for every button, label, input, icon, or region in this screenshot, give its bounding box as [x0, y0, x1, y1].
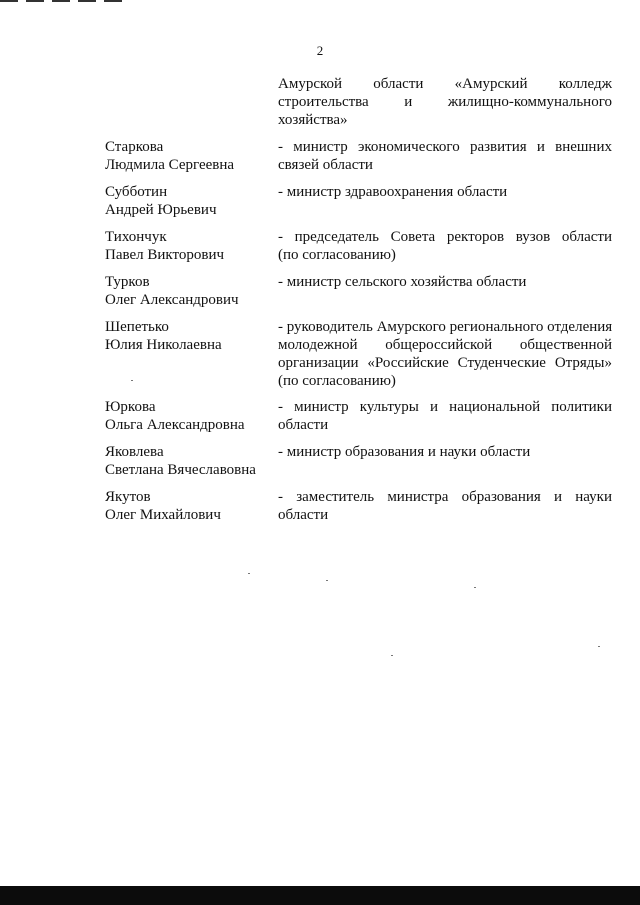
- role-line: Амурской области «Амурский колледж: [278, 76, 612, 92]
- scan-edge-bottom: [0, 886, 640, 905]
- member-role: [278, 318, 612, 390]
- member-role: [278, 488, 612, 524]
- member-surname: Старкова: [105, 139, 164, 155]
- member-role: [278, 228, 612, 264]
- scan-speck: [474, 587, 476, 588]
- page-number: 2: [316, 43, 324, 58]
- role-line: - министр образования и науки области: [278, 444, 531, 460]
- member-surname: Якутов: [105, 489, 151, 505]
- role-line: организации «Российские Студенческие Отряды»: [278, 355, 612, 371]
- member-name: [105, 318, 275, 354]
- role-line: области: [278, 417, 329, 433]
- role-line: - заместитель министра образования и науки: [278, 489, 612, 505]
- member-given-name: Олег Михайлович: [105, 507, 221, 523]
- member-surname: Шепетько: [105, 319, 169, 335]
- scan-speck: [326, 580, 328, 581]
- member-name: [105, 228, 275, 264]
- member-role: [278, 273, 612, 291]
- role-line: - руководитель Амурского регионального отделения: [278, 319, 613, 335]
- member-given-name: Олег Александрович: [105, 292, 239, 308]
- role-line: - министр здравоохранения области: [278, 184, 508, 200]
- member-given-name: Юлия Николаевна: [105, 337, 222, 353]
- continuation-text: [278, 75, 612, 129]
- role-line: хозяйства»: [278, 112, 348, 128]
- role-line: строительства и жилищно-коммунального: [278, 94, 612, 110]
- member-name: [105, 488, 275, 524]
- member-surname: Тихончук: [105, 229, 167, 245]
- scan-speck: [598, 646, 600, 647]
- scan-speck: [391, 655, 393, 656]
- role-line: молодежной общероссийской общественной: [278, 337, 612, 353]
- member-surname: Субботин: [105, 184, 168, 200]
- scan-speck: [248, 573, 250, 574]
- member-name: [105, 443, 275, 479]
- role-line: области: [278, 507, 329, 523]
- member-surname: Яковлева: [105, 444, 164, 460]
- role-line: (по согласованию): [278, 373, 396, 389]
- role-line: (по согласованию): [278, 247, 396, 263]
- member-surname: Юркова: [105, 399, 156, 415]
- member-given-name: Людмила Сергеевна: [105, 157, 235, 173]
- member-role: [278, 443, 612, 461]
- member-name: [105, 398, 275, 434]
- scan-speck: [131, 380, 133, 381]
- role-line: связей области: [278, 157, 373, 173]
- member-given-name: Павел Викторович: [105, 247, 225, 263]
- scan-edge-top: [0, 0, 125, 2]
- member-name: [105, 138, 275, 174]
- member-name: [105, 273, 275, 309]
- member-role: [278, 183, 612, 201]
- member-given-name: Ольга Александровна: [105, 417, 245, 433]
- member-role: [278, 138, 612, 174]
- role-line: - министр сельского хозяйства области: [278, 274, 527, 290]
- role-line: - министр культуры и национальной политики: [278, 399, 612, 415]
- member-role: [278, 398, 612, 434]
- role-line: - министр экономического развития и внешних: [278, 139, 612, 155]
- member-surname: Турков: [105, 274, 150, 290]
- member-given-name: Светлана Вячеславовна: [105, 462, 256, 478]
- member-given-name: Андрей Юрьевич: [105, 202, 217, 218]
- member-name: [105, 183, 275, 219]
- role-line: - председатель Совета ректоров вузов области: [278, 229, 612, 245]
